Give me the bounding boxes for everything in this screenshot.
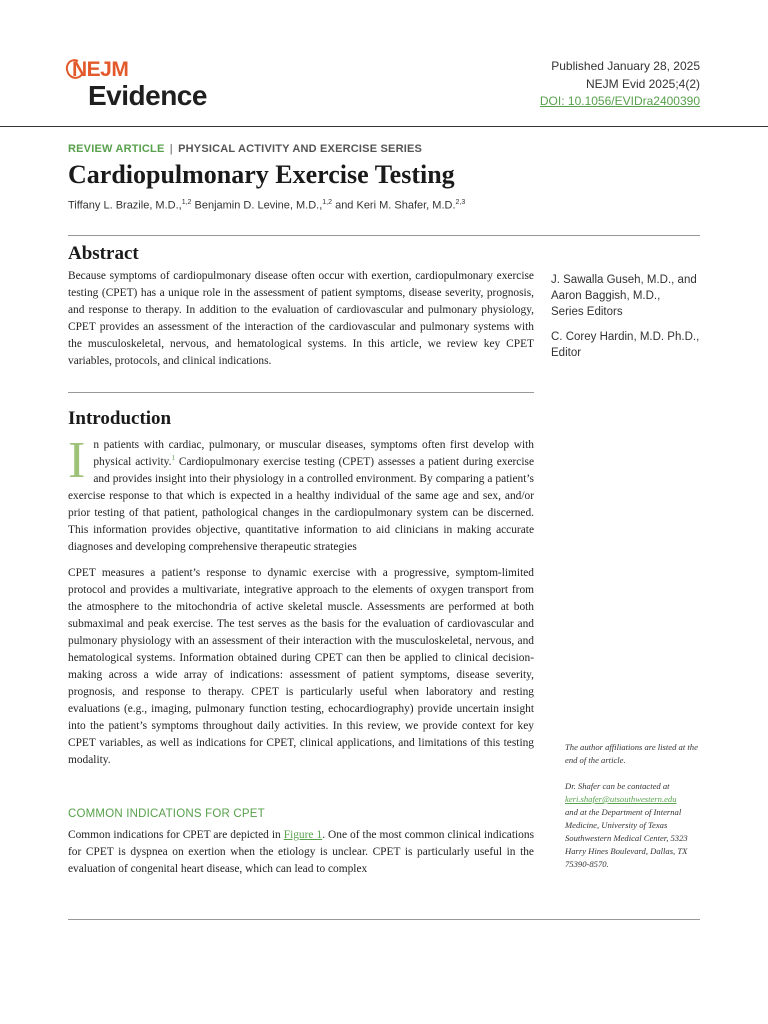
series-editor-line: Aaron Baggish, M.D., — [551, 290, 661, 302]
figure-1-link[interactable]: Figure 1 — [283, 829, 323, 841]
introduction-paragraph-1 — [68, 432, 535, 556]
indications-subheading: COMMON INDICATIONS FOR CPET — [68, 808, 265, 820]
introduction-heading: Introduction — [68, 408, 172, 429]
logo-nejm-text: NEJM — [72, 58, 129, 81]
abstract-paragraph: Because symptoms of cardiopulmonary disease often occur with exertion, cardiopulmonary exercise testing (CPET) has a unique role in the assessment of patient symptoms, disease severity, prognosis, and response to therapy. In addition to the evaluation of cardiovascular and pulmonary physiology, CPET provides an assessment of the interaction of the cardiovascular and pulmonary systems with the musculoskeletal, nervous, and hematological systems. In this article, we review key CPET variables, protocols, and clinical indications. — [68, 270, 534, 367]
series-editor-line: Series Editors — [551, 306, 623, 318]
abstract-divider — [68, 235, 700, 236]
affiliations-note: The author affiliations are listed at the end of the article. — [565, 742, 698, 765]
kicker-separator: | — [169, 143, 173, 155]
indications-text-part: . One of the most common clinical indications for CPET is dyspnea on exertion when the etiology is unclear. CPET is particularly useful in the evaluation of congenital heart disease, which can lead to complex — [68, 829, 534, 875]
article-title: Cardiopulmonary Exercise Testing — [68, 160, 455, 189]
contact-intro: Dr. Shafer can be contacted at — [565, 781, 670, 791]
publication-info — [540, 58, 700, 111]
contact-email-link[interactable]: keri.shafer@utsouthwestern.edu — [565, 794, 677, 804]
author-list — [68, 199, 465, 212]
author-notes-sidebar — [565, 741, 710, 871]
contact-address: and at the Department of Internal Medicine, University of Texas Southwestern Medical Center, 5323 Harry Hines Boulevard, Dallas, TX 75390-8570. — [565, 807, 688, 869]
editors-sidebar — [551, 272, 711, 361]
introduction-paragraph-2: CPET measures a patient’s response to dynamic exercise with a progressive, symptom-limited protocol and provides a multivariate, integrative approach to the elements of oxygen transport from the atmosphere to the mitochondria of active skeletal muscle. Assessments are performed at both submaximal and peak exercise. The test serves as the basis for the evaluation of cardiovascular and pulmonary physiology with an assessment of their interaction with the musculoskeletal, nervous, and hematological systems. Information obtained during CPET can then be applied to clinical decision-making across a wide array of indications: assessment of patient symptoms, disease severity, prognosis, and response to therapy. CPET is particularly useful when laboratory and resting evaluations (e.g., imaging, pulmonary function testing, echocardiography) provide uncertain insight into the patient’s symptoms throughout daily activities. In this review, we provide context for key CPET variables, as well as indications for CPET, clinical applications, and limitations of this testing modality. — [68, 567, 534, 766]
author-affiliation: 1,2 — [322, 199, 333, 206]
series-editor-line: J. Sawalla Guseh, M.D., and — [551, 274, 697, 286]
author-affiliation: 1,2 — [181, 199, 192, 206]
published-date: Published January 28, 2025 — [551, 59, 700, 73]
article-kicker — [68, 143, 422, 155]
journal-logo — [67, 58, 207, 114]
author-affiliation: 2,3 — [455, 199, 466, 206]
intro-text-part: Cardiopulmonary exercise testing (CPET) assesses a patient during exercise and provides insight into their physiology in a controlled environment. By comparing a patient’s exercise response to that which is expected in a healthy individual of the same age and sex, and/or prior testing of that patient, pathological changes in the cardiopulmonary system can be discerned. This information provides objective, quantitative information to aid clinicians in making accurate diagnoses and developing comprehensive therapeutic strategies — [68, 456, 535, 553]
doi-link[interactable]: DOI: 10.1056/EVIDra2400390 — [539, 94, 700, 108]
article-type: REVIEW ARTICLE — [68, 143, 165, 155]
indications-text — [68, 827, 534, 878]
citation: NEJM Evid 2025;4(2) — [585, 76, 700, 91]
reference-link[interactable]: 1 — [171, 454, 175, 463]
series-name: PHYSICAL ACTIVITY AND EXERCISE SERIES — [178, 143, 423, 155]
editor-line: C. Corey Hardin, M.D. Ph.D., — [551, 331, 700, 343]
author-name: Benjamin D. Levine, M.D., — [191, 199, 323, 212]
introduction-text — [68, 432, 535, 769]
editor-line: Editor — [551, 347, 582, 359]
author-name: Tiffany L. Brazile, M.D., — [68, 199, 182, 212]
abstract-heading: Abstract — [68, 243, 139, 264]
logo-evidence-text: Evidence — [88, 80, 207, 111]
drop-cap: I — [68, 432, 86, 489]
indications-paragraph — [68, 827, 534, 878]
section-divider — [68, 392, 534, 393]
intro-text-part: n patients with cardiac, pulmonary, or muscular diseases, symptoms often first develop with physical activity. — [93, 439, 534, 468]
footer-divider — [68, 919, 700, 920]
abstract-text — [68, 268, 534, 370]
header-divider — [0, 126, 768, 127]
indications-text-part: Common indications for CPET are depicted in — [68, 829, 284, 841]
author-name: and Keri M. Shafer, M.D. — [332, 199, 456, 212]
